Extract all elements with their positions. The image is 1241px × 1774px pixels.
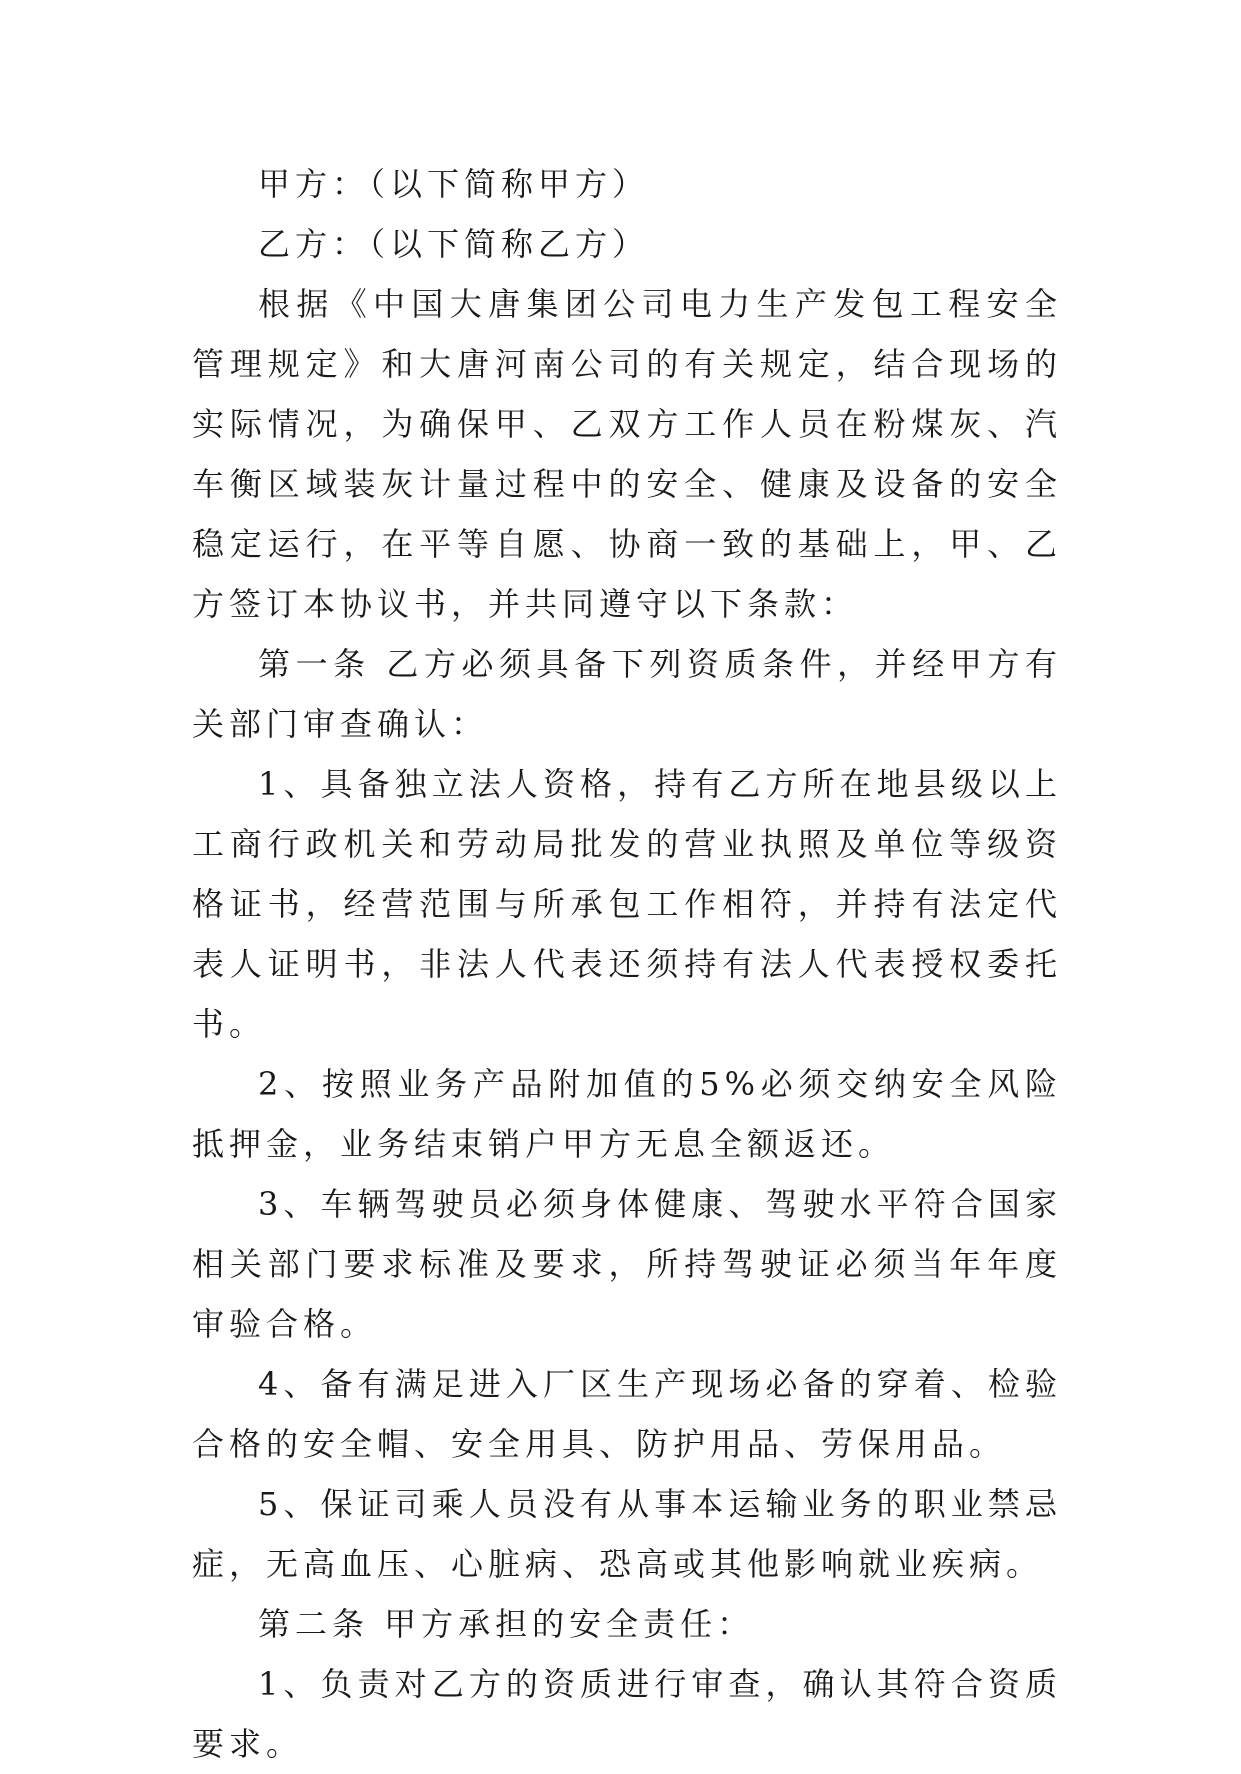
article-1-heading: 第一条 乙方必须具备下列资质条件，并经甲方有关部门审查确认：: [192, 645, 1062, 743]
article-1-item-4: 4、备有满足进入厂区生产现场必备的穿着、检验合格的安全帽、安全用具、防护用品、劳保用品。: [192, 1365, 1062, 1463]
article-1-item-5: 5、保证司乘人员没有从事本运输业务的职业禁忌症，无高血压、心脏病、恐高或其他影响就业疾病。: [192, 1485, 1062, 1583]
document-body: [192, 154, 1062, 1774]
party-a-line: 甲方：（以下简称甲方）: [258, 165, 650, 203]
article-2-heading: 第二条 甲方承担的安全责任：: [258, 1605, 755, 1643]
preamble-paragraph: 根据《中国大唐集团公司电力生产发包工程安全管理规定》和大唐河南公司的有关规定，结合现场的实际情况，为确保甲、乙双方工作人员在粉煤灰、汽车衡区域装灰计量过程中的安全、健康及设备的安全稳定运行，在平等自愿、协商一致的基础上，甲、乙方签订本协议书，并共同遵守以下条款：: [192, 285, 1062, 623]
article-2-item-1: 1、负责对乙方的资质进行审查，确认其符合资质要求。: [192, 1665, 1062, 1763]
article-1-item-3: 3、车辆驾驶员必须身体健康、驾驶水平符合国家相关部门要求标准及要求，所持驾驶证必须当年年度审验合格。: [192, 1185, 1062, 1343]
article-1-item-2: 2、按照业务产品附加值的5%必须交纳安全风险抵押金，业务结束销户甲方无息全额返还。: [192, 1065, 1062, 1163]
party-b-line: 乙方：（以下简称乙方）: [258, 225, 650, 263]
article-1-item-1: 1、具备独立法人资格，持有乙方所在地县级以上工商行政机关和劳动局批发的营业执照及单位等级资格证书，经营范围与所承包工作相符，并持有法定代表人证明书，非法人代表还须持有法人代表授权委托书。: [192, 765, 1062, 1043]
